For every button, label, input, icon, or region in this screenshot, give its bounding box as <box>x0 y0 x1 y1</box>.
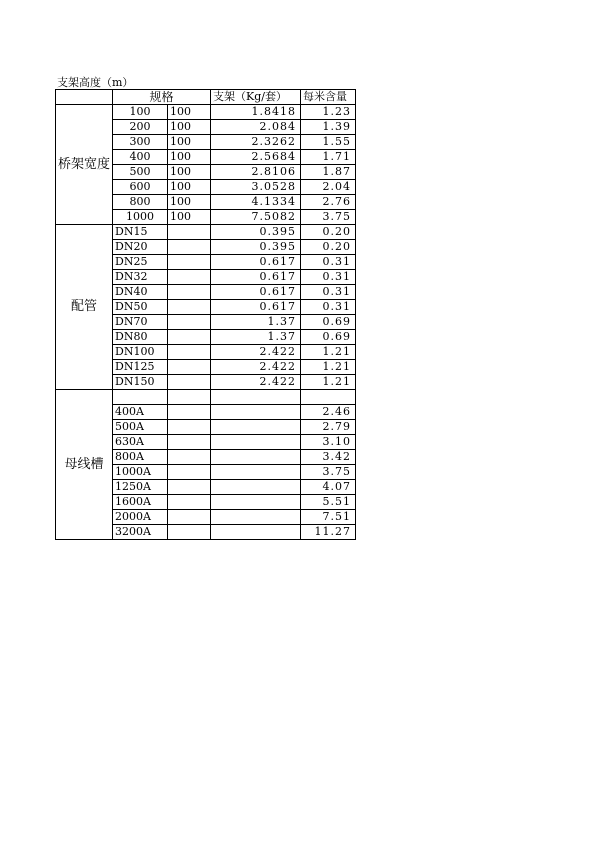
spec-cell: 1000A <box>113 465 168 480</box>
per-meter-cell: 0.31 <box>301 255 356 270</box>
spec-cell: 2000A <box>113 510 168 525</box>
bracket-weight-cell: 2.5684 <box>211 150 301 165</box>
pipe-group-label: 配管 <box>56 225 113 390</box>
per-meter-cell: 1.23 <box>301 105 356 120</box>
per-meter-cell: 3.42 <box>301 450 356 465</box>
per-meter-cell: 5.51 <box>301 495 356 510</box>
spec-cell: DN125 <box>113 360 168 375</box>
bracket-weight-cell <box>211 480 301 495</box>
bracket-weight-cell: 0.617 <box>211 300 301 315</box>
spec-cell: 800A <box>113 450 168 465</box>
spec-cell: 1250A <box>113 480 168 495</box>
bracket-weight-cell <box>211 450 301 465</box>
per-meter-cell: 1.21 <box>301 360 356 375</box>
height-cell: 100 <box>168 210 211 225</box>
height-cell <box>168 375 211 390</box>
spec-cell <box>113 390 168 405</box>
height-cell <box>168 330 211 345</box>
height-cell <box>168 450 211 465</box>
height-cell: 100 <box>168 150 211 165</box>
bracket-weight-cell: 2.422 <box>211 375 301 390</box>
spec-cell: DN40 <box>113 285 168 300</box>
bracket-weight-cell: 0.617 <box>211 255 301 270</box>
table-row <box>56 105 356 120</box>
bracket-weight-cell <box>211 420 301 435</box>
bracket-weight-cell: 7.5082 <box>211 210 301 225</box>
height-cell <box>168 405 211 420</box>
height-cell <box>168 435 211 450</box>
table-row <box>56 390 356 405</box>
bracket-weight-cell <box>211 390 301 405</box>
spec-cell: DN20 <box>113 240 168 255</box>
per-meter-cell: 0.20 <box>301 240 356 255</box>
height-cell <box>168 315 211 330</box>
bracket-weight-cell: 1.37 <box>211 330 301 345</box>
per-meter-cell: 1.21 <box>301 375 356 390</box>
spec-cell: 200 <box>113 120 168 135</box>
height-cell: 100 <box>168 180 211 195</box>
height-cell <box>168 510 211 525</box>
spec-cell: 100 <box>113 105 168 120</box>
spec-cell: 400A <box>113 405 168 420</box>
spec-cell: 3200A <box>113 525 168 540</box>
bracket-weight-cell: 1.8418 <box>211 105 301 120</box>
per-meter-cell: 0.69 <box>301 315 356 330</box>
per-meter-cell: 2.76 <box>301 195 356 210</box>
per-meter-cell: 0.31 <box>301 300 356 315</box>
height-cell: 100 <box>168 105 211 120</box>
per-meter-cell: 3.75 <box>301 465 356 480</box>
height-cell: 100 <box>168 165 211 180</box>
per-meter-cell: 1.21 <box>301 345 356 360</box>
spec-cell: 1000 <box>113 210 168 225</box>
spec-cell: DN100 <box>113 345 168 360</box>
spec-cell: 600 <box>113 180 168 195</box>
height-cell <box>168 360 211 375</box>
bracket-weight-cell <box>211 465 301 480</box>
height-cell <box>168 525 211 540</box>
bracket-weight-cell: 0.395 <box>211 225 301 240</box>
per-meter-cell: 1.39 <box>301 120 356 135</box>
bracket-weight-cell <box>211 510 301 525</box>
bracket-weight-cell: 1.37 <box>211 315 301 330</box>
spec-cell: 500 <box>113 165 168 180</box>
height-cell <box>168 495 211 510</box>
tray-width-group-label: 桥架宽度 <box>56 105 113 225</box>
spec-cell: 800 <box>113 195 168 210</box>
header-blank-cell <box>56 90 113 105</box>
per-meter-cell: 11.27 <box>301 525 356 540</box>
spec-cell: DN50 <box>113 300 168 315</box>
height-cell <box>168 225 211 240</box>
height-cell <box>168 300 211 315</box>
per-meter-cell: 3.10 <box>301 435 356 450</box>
per-meter-cell: 4.07 <box>301 480 356 495</box>
header-per-meter: 每米含量 <box>301 90 356 105</box>
per-meter-cell: 2.79 <box>301 420 356 435</box>
spec-cell: DN80 <box>113 330 168 345</box>
bracket-weight-cell: 2.8106 <box>211 165 301 180</box>
per-meter-cell: 1.71 <box>301 150 356 165</box>
bracket-weight-cell <box>211 405 301 420</box>
bracket-weight-cell <box>211 435 301 450</box>
table-caption: 支架高度（m） <box>57 76 134 89</box>
per-meter-cell: 0.20 <box>301 225 356 240</box>
bracket-weight-cell: 2.084 <box>211 120 301 135</box>
bracket-weight-cell <box>211 495 301 510</box>
height-cell: 100 <box>168 120 211 135</box>
spec-cell: 300 <box>113 135 168 150</box>
spec-cell: DN25 <box>113 255 168 270</box>
spec-cell: DN70 <box>113 315 168 330</box>
per-meter-cell: 0.31 <box>301 270 356 285</box>
height-cell: 100 <box>168 195 211 210</box>
per-meter-cell: 2.04 <box>301 180 356 195</box>
bracket-weight-cell: 2.422 <box>211 360 301 375</box>
per-meter-cell: 1.87 <box>301 165 356 180</box>
header-bracket-weight: 支架（Kg/套） <box>211 90 301 105</box>
per-meter-cell: 0.31 <box>301 285 356 300</box>
spec-table <box>55 89 356 540</box>
bracket-weight-cell: 2.422 <box>211 345 301 360</box>
per-meter-cell: 3.75 <box>301 210 356 225</box>
per-meter-cell: 1.55 <box>301 135 356 150</box>
height-cell <box>168 270 211 285</box>
height-cell <box>168 285 211 300</box>
height-cell <box>168 345 211 360</box>
height-cell <box>168 390 211 405</box>
height-cell <box>168 420 211 435</box>
per-meter-cell: 0.69 <box>301 330 356 345</box>
per-meter-cell: 2.46 <box>301 405 356 420</box>
height-cell <box>168 465 211 480</box>
spec-cell: 400 <box>113 150 168 165</box>
bracket-weight-cell: 4.1334 <box>211 195 301 210</box>
height-cell: 100 <box>168 135 211 150</box>
spec-cell: 630A <box>113 435 168 450</box>
height-cell <box>168 255 211 270</box>
spec-cell: 500A <box>113 420 168 435</box>
height-cell <box>168 240 211 255</box>
table-row <box>56 225 356 240</box>
bracket-weight-cell: 2.3262 <box>211 135 301 150</box>
bracket-weight-cell: 3.0528 <box>211 180 301 195</box>
spec-cell: DN15 <box>113 225 168 240</box>
spec-cell: 1600A <box>113 495 168 510</box>
height-cell <box>168 480 211 495</box>
bracket-weight-cell: 0.395 <box>211 240 301 255</box>
header-spec: 规格 <box>113 90 211 105</box>
bracket-weight-cell: 0.617 <box>211 285 301 300</box>
per-meter-cell: 7.51 <box>301 510 356 525</box>
header-row <box>56 90 356 105</box>
bracket-weight-cell: 0.617 <box>211 270 301 285</box>
busway-group-label: 母线槽 <box>56 390 113 540</box>
per-meter-cell <box>301 390 356 405</box>
bracket-weight-cell <box>211 525 301 540</box>
spec-cell: DN150 <box>113 375 168 390</box>
spec-cell: DN32 <box>113 270 168 285</box>
